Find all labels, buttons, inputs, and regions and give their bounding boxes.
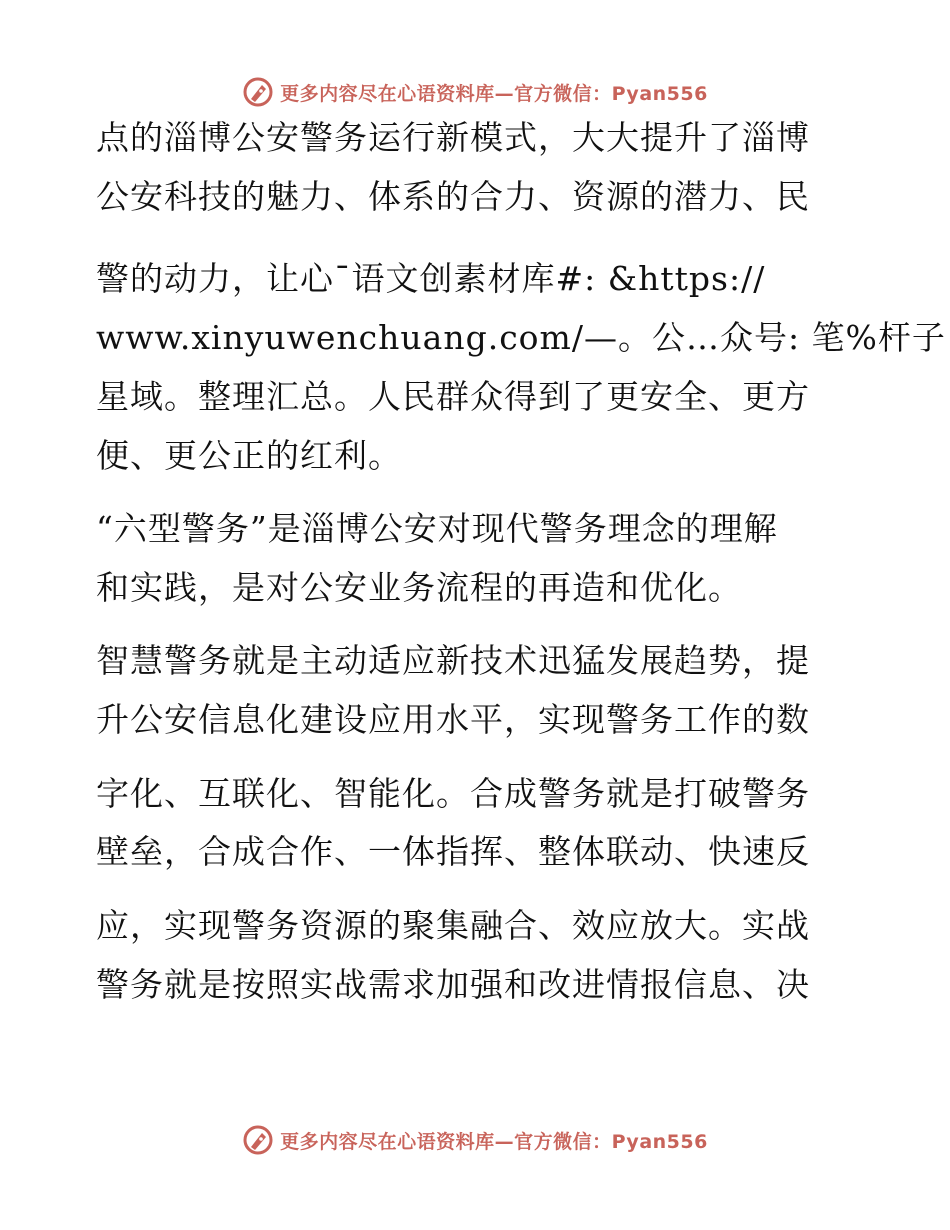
watermark-text: 更多内容尽在心语资料库—官方微信：Pyan556 [280, 1130, 708, 1153]
text-line: 便、更公正的红利。 [96, 436, 402, 475]
watermark-text: 更多内容尽在心语资料库—官方微信：Pyan556 [280, 82, 708, 105]
text-line: “六型警务”是淄博公安对现代警务理念的理解 [96, 509, 778, 548]
text-line: 公安科技的魅力、体系的合力、资源的潜力、民 [96, 177, 810, 216]
text-line: 壁垒，合成合作、一体指挥、整体联动、快速反 [96, 832, 810, 871]
text-line: 星域。整理汇总。人民群众得到了更安全、更方 [96, 377, 810, 416]
text-line: 和实践，是对公安业务流程的再造和优化。 [96, 568, 742, 607]
header-watermark [0, 72, 950, 112]
text-line: 警务就是按照实战需求加强和改进情报信息、决 [96, 965, 810, 1004]
text-line: 点的淄博公安警务运行新模式，大大提升了淄博 [96, 118, 810, 157]
text-line: 字化、互联化、智能化。合成警务就是打破警务 [96, 774, 810, 813]
text-line: 升公安信息化建设应用水平，实现警务工作的数 [96, 700, 810, 739]
pen-nib-circle-icon [242, 76, 274, 108]
pen-nib-circle-icon [242, 1124, 274, 1156]
text-line: 警的动力，让心¯语文创素材库#: &https:// [96, 259, 766, 298]
footer-watermark [0, 1120, 950, 1160]
text-line: 应，实现警务资源的聚集融合、效应放大。实战 [96, 906, 810, 945]
text-line: www.xinyuwenchuang.com/—。公…众号: 笔%杆子 [96, 318, 946, 357]
text-line: 智慧警务就是主动适应新技术迅猛发展趋势，提 [96, 641, 810, 680]
